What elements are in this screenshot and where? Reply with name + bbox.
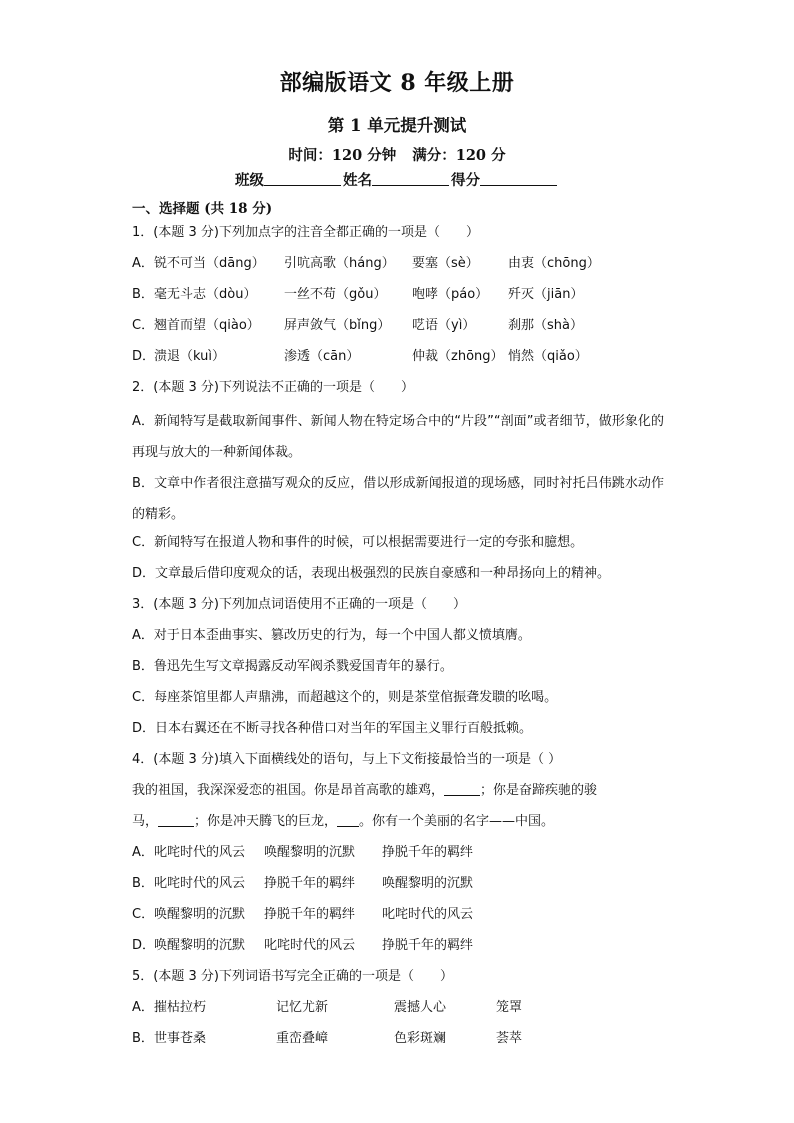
question-4-passage-line-1 <box>132 778 664 809</box>
option-item: 色彩斑斓 <box>394 1031 447 1046</box>
option-item: 震撼人心 <box>394 1000 447 1015</box>
option-item: 挣脱千年的羁绊 <box>382 845 474 860</box>
question-5-stem: 5．(本题 3 分)下列词语书写完全正确的一项是（ ） <box>132 969 453 984</box>
question-1-option-b[interactable] <box>132 282 664 313</box>
option-label: A． <box>132 845 154 860</box>
option-item: 屏声敛气（bǐng） <box>284 318 391 333</box>
student-info-row <box>0 169 794 190</box>
question-4-option-c[interactable] <box>132 902 664 933</box>
question-5-option-a[interactable] <box>132 995 664 1026</box>
question-4-option-a[interactable] <box>132 840 664 871</box>
option-item: 唤醒黎明的沉默 <box>264 845 356 860</box>
section-heading: 一、选择题 (共 18 分) <box>132 201 273 217</box>
option-item: 挣脱千年的羁绊 <box>264 876 356 891</box>
option-item: 要塞（sè） <box>412 256 479 271</box>
option-item: 荟萃 <box>496 1031 523 1046</box>
option-item: 叱咤时代的风云 <box>382 907 474 922</box>
option-item: 毫无斗志（dòu） <box>154 287 257 302</box>
option-item: 歼灭（jiān） <box>508 287 584 302</box>
question-4-option-d[interactable] <box>132 933 664 964</box>
option-label: A． <box>132 1000 154 1015</box>
question-5-option-b[interactable] <box>132 1026 664 1057</box>
option-label: C． <box>132 318 155 333</box>
question-1-stem: 1．(本题 3 分)下列加点字的注音全都正确的一项是（ ） <box>132 225 479 240</box>
option-item: 挣脱千年的羁绊 <box>382 938 474 953</box>
question-3-option-a[interactable]: A．对于日本歪曲事实、篡改历史的行为，每一个中国人都义愤填膺。 <box>132 628 531 643</box>
option-item: 叱咤时代的风云 <box>264 938 356 953</box>
option-item: 唤醒黎明的沉默 <box>382 876 474 891</box>
blank-line <box>158 812 194 827</box>
question-4-stem: 4．(本题 3 分)填入下面横线处的语句，与上下文衔接最恰当的一项是（ ） <box>132 752 562 767</box>
option-item: 挣脱千年的羁绊 <box>264 907 356 922</box>
score-label: 满分：120 分 <box>412 147 506 164</box>
option-item: 溃退（kuì） <box>154 349 225 364</box>
option-item: 咆哮（páo） <box>412 287 489 302</box>
option-label: A． <box>132 256 154 271</box>
option-label: B． <box>132 876 154 891</box>
question-1-option-d[interactable] <box>132 344 664 375</box>
option-item: 渗透（cān） <box>284 349 360 364</box>
question-1-option-c[interactable] <box>132 313 664 344</box>
name-field[interactable] <box>372 171 449 186</box>
passage-text: ；你是奋蹄疾驰的骏 <box>480 783 598 798</box>
question-2-option-c[interactable]: C．新闻特写在报道人物和事件的时候，可以根据需要进行一定的夸张和臆想。 <box>132 535 584 550</box>
option-item: 引吭高歌（háng） <box>284 256 395 271</box>
class-label: 班级 <box>235 172 264 189</box>
exam-title: 部编版语文 8 年级上册 <box>279 70 515 96</box>
passage-text: 我的祖国，我深深爱恋的祖国。你是昂首高歌的雄鸡， <box>132 783 445 798</box>
option-item: 唤醒黎明的沉默 <box>154 907 246 922</box>
class-field[interactable] <box>264 171 341 186</box>
question-3-stem: 3．(本题 3 分)下列加点词语使用不正确的一项是（ ） <box>132 597 466 612</box>
question-3-option-d[interactable]: D．日本右翼还在不断寻找各种借口对当年的军国主义罪行百般抵赖。 <box>132 721 533 736</box>
option-label: C． <box>132 907 155 922</box>
option-item: 重峦叠嶂 <box>276 1031 329 1046</box>
option-item: 一丝不苟（gǒu） <box>284 287 387 302</box>
blank-line <box>444 781 480 796</box>
option-item: 叱咤时代的风云 <box>154 876 246 891</box>
option-item: 翘首而望（qiào） <box>154 318 260 333</box>
question-2-option-d[interactable]: D．文章最后借印度观众的话，表现出极强烈的民族自豪感和一种昂扬向上的精神。 <box>132 566 611 581</box>
option-label: B． <box>132 1031 154 1046</box>
question-2-stem: 2．(本题 3 分)下列说法不正确的一项是（ ） <box>132 380 414 395</box>
option-label: D． <box>132 349 156 364</box>
option-item: 刹那（shà） <box>508 318 583 333</box>
option-item: 笼罩 <box>496 1000 523 1015</box>
passage-text: ；你是冲天腾飞的巨龙， <box>194 814 338 829</box>
question-3-option-c[interactable]: C．每座茶馆里都人声鼎沸，而超越这个的，则是茶堂倌振聋发聩的吆喝。 <box>132 690 558 705</box>
option-item: 世事苍桑 <box>154 1031 207 1046</box>
question-4-option-b[interactable] <box>132 871 664 902</box>
option-item: 锐不可当（dāng） <box>154 256 265 271</box>
score-field-label: 得分 <box>451 172 480 189</box>
option-item: 悄然（qiǎo） <box>508 349 588 364</box>
option-item: 呓语（yì） <box>412 318 476 333</box>
passage-text: 马， <box>132 814 159 829</box>
option-item: 仲裁（zhōng） <box>412 349 504 364</box>
question-4-passage-line-2 <box>132 809 664 840</box>
exam-subtitle: 第 1 单元提升测试 <box>327 116 467 135</box>
option-item: 叱咤时代的风云 <box>154 845 246 860</box>
option-label: B． <box>132 287 154 302</box>
exam-meta <box>0 144 794 165</box>
option-item: 摧枯拉朽 <box>154 1000 207 1015</box>
question-3-option-b[interactable]: B．鲁迅先生写文章揭露反动军阀杀戮爱国青年的暴行。 <box>132 659 453 674</box>
question-2-option-a[interactable]: A．新闻特写是截取新闻事件、新闻人物在特定场合中的“片段”“剖面”或者细节，做形象化的再现与放大的一种新闻体裁。 <box>132 414 664 460</box>
question-2-option-b[interactable]: B．文章中作者很注意描写观众的反应，借以形成新闻报道的现场感，同时衬托吕伟跳水动作的精彩。 <box>132 476 664 522</box>
name-label: 姓名 <box>343 172 372 189</box>
passage-text: 。你有一个美丽的名字——中国。 <box>359 814 555 829</box>
option-label: D． <box>132 938 156 953</box>
questions <box>132 220 664 1057</box>
option-item: 唤醒黎明的沉默 <box>154 938 246 953</box>
question-1-option-a[interactable] <box>132 251 664 282</box>
option-item: 记忆尤新 <box>276 1000 329 1015</box>
option-item: 由衷（chōng） <box>508 256 600 271</box>
score-field[interactable] <box>480 171 557 186</box>
blank-line <box>337 812 359 827</box>
time-label: 时间：120 分钟 <box>288 147 397 164</box>
